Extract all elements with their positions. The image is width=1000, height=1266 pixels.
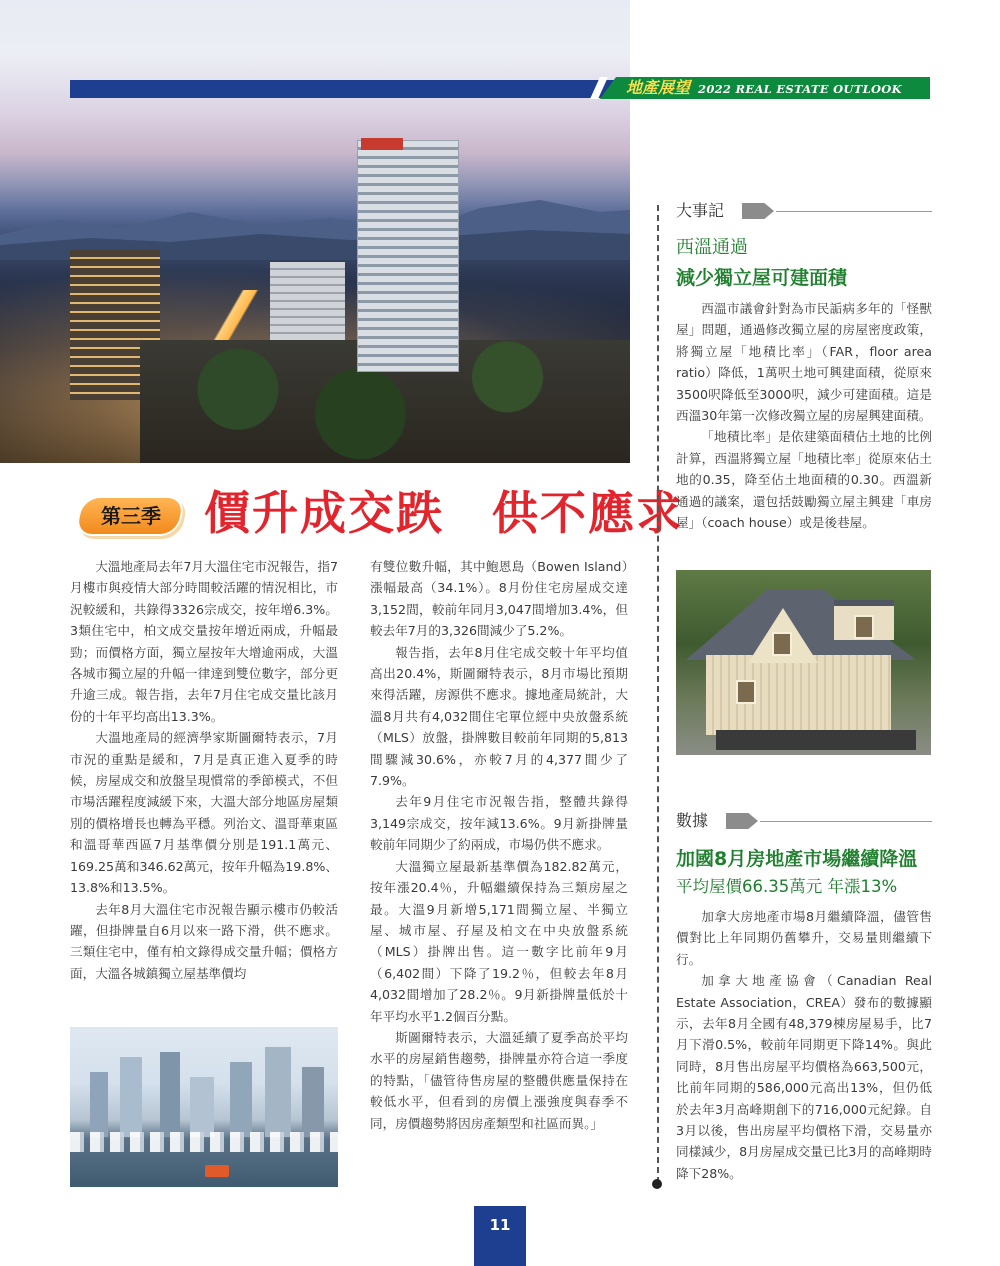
paragraph: 去年9月住宅市況報告指，整體共錄得3,149宗成交，按年減13.6%。9月新掛牌量較前年同期少了約兩成，市場仍供不應求。 [370,794,628,853]
paragraph: 加拿大地產協會（Canadian Real Estate Association，CREA）發布的數據顯示，去年8月全國有48,379棟房屋易手，比7月下滑0.5%，較前年同期更下降14%。與此同時，8月售出房屋平均價格為663,500元，比前年同期的586,000元高出13%，但仍低於去年3月高峰期創下的716,000元紀錄。自3月以後，售出房屋平均價格下滑，交易量亦同樣減少，8月房屋成交量已比3月的高峰期時降下28%。 [676,973,932,1181]
ferry [205,1165,229,1177]
paragraph: 斯圖爾特表示，大溫延續了夏季高於平均水平的房屋銷售趨勢，掛牌量亦符合這一季度的特點，「儘管待售房屋的整體供應量保持在較低水平，但看到的房價上漲強度與春季不同，房價趨勢將因房產類型和社區而異。」 [370,1029,628,1131]
highrise-tower [357,140,459,372]
page-number: 11 [474,1206,526,1266]
divider-end-dot [652,1179,662,1189]
paragraph: 去年8月大溫住宅市況報告顯示樓市仍較活躍，但掛牌量自6月以來一路下滑，供不應求。三類住宅中，僅有柏文錄得成交量升幅；價格方面，大溫各城鎮獨立屋基準價均 [70,901,338,981]
article-column-2 [370,556,628,1134]
sidebar-title-line1: 西溫通過 [676,237,748,258]
house-wall [706,655,891,735]
sidebar-divider [657,205,659,1183]
harbour-photo [70,1027,338,1187]
article-headline: 價升成交跌 供不應求 [204,486,684,540]
coach-house-photo [676,570,931,755]
header-title [626,78,902,98]
paragraph: 西溫市議會針對為市民詬病多年的「怪獸屋」問題，通過修改獨立屋的房屋密度政策，將獨立屋「地積比率」（FAR，floor area ratio）降低，1萬呎土地可興建面積，從原來3500呎降低至3000呎，減少可建面積。這是西溫30年第一次修改獨立屋的房屋興建面積。 [676,301,932,424]
arrow-tag-icon [742,203,774,219]
sidebar-text-2 [676,906,932,1184]
cityscape-photo [0,0,630,463]
house-foundation [716,730,916,750]
paragraph: 大溫地產局的經濟學家斯圖爾特表示，7月市況的重點是緩和，7月是真正進入夏季的時候，房屋成交和放盤呈現慣常的季節模式，不但市場活躍程度減緩下來，大溫大部分地區房屋類別的價格增長也轉為平穩。列治文、溫哥華東區和溫哥華西區7月基準價分別是191.1萬元、169.25萬和346.62萬元，按年升幅為19.8%、13.8%和13.5%。 [70,730,338,896]
paragraph: 大溫獨立屋最新基準價為182.82萬元，按年漲20.4％，升幅繼續保持為三類房屋之最。大溫9月新增5,171間獨立屋、半獨立屋、城市屋、孖屋及柏文在中央放盤系統（MLS）掛牌出售。這一數字比前年9月（6,402間）下降了19.2％，但較去年8月4,032間增加了28.2％。9月新掛牌量低於十年平均水平1.2個百分點。 [370,858,628,1024]
season-tag: 第三季 [101,504,161,528]
harbour-towers [80,1047,330,1137]
sidebar-subtitle-data: 平均屋價66.35萬元 年漲13% [676,877,898,896]
sidebar-title-data: 加國8月房地產市場繼續降溫 [676,848,918,870]
tower-sign [361,138,403,150]
section-label-events: 大事記 [676,201,725,220]
article-column-1 [70,556,338,984]
paragraph: 報告指，去年8月住宅成交較十年平均值高出20.4%，斯圖爾特表示，8月市場比預期來得活躍，房源供不應求。據地產局統計，大溫8月共有4,032間住宅單位經中央放盤系統（MLS）放盤，掛牌數目較前年同期的5,813間驟減30.6%，亦較7月的4,377間少了7.9%。 [370,644,628,789]
sidebar-title-line2: 減少獨立屋可建面積 [676,267,848,289]
header-title-en: 2022 REAL ESTATE OUTLOOK [698,82,902,96]
section-rule [776,211,932,212]
house-window [854,615,874,639]
header-title-zh: 地產展望 [626,78,691,97]
header-bar [70,80,635,98]
section-label-data: 數據 [676,811,709,830]
paragraph: 「地積比率」是依建築面積佔土地的比例計算，西溫將獨立屋「地積比率」從原來佔土地的0.35，降至佔土地面積的0.30。西溫新通過的議案，還包括鼓勵獨立屋主興建「車房屋」（coach house）或是後巷屋。 [676,429,932,531]
sidebar-text-1 [676,298,932,533]
section-rule [760,821,932,822]
paragraph: 有雙位數升幅，其中鮑恩島（Bowen Island）漲幅最高（34.1%）。8月份住宅房屋成交達3,152間，較前年同月3,047間增加3.4%，但較去年7月的3,326間減少了5.2%。 [370,559,628,639]
paragraph: 加拿大房地產市場8月繼續降溫，儘管售價對比上年同期仍舊攀升，交易量則繼續下行。 [676,909,932,967]
house-window [772,632,792,656]
harbour-boats [70,1132,338,1152]
house-window [736,680,756,704]
paragraph: 大溫地產局去年7月大溫住宅市況報告，指7月樓市與疫情大部分時間較活躍的情況相比，市況較緩和，共錄得3326宗成交，按年增6.3%。3類住宅中，柏文成交量按年增近兩成，升幅最勁；而價格方面，獨立屋按年大增逾兩成，大溫各城市獨立屋的升幅一律達到雙位數字，部分更升逾三成。報告指，去年7月住宅成交量比該月份的十年平均高出13.3%。 [70,559,338,724]
arrow-tag-icon [726,813,758,829]
